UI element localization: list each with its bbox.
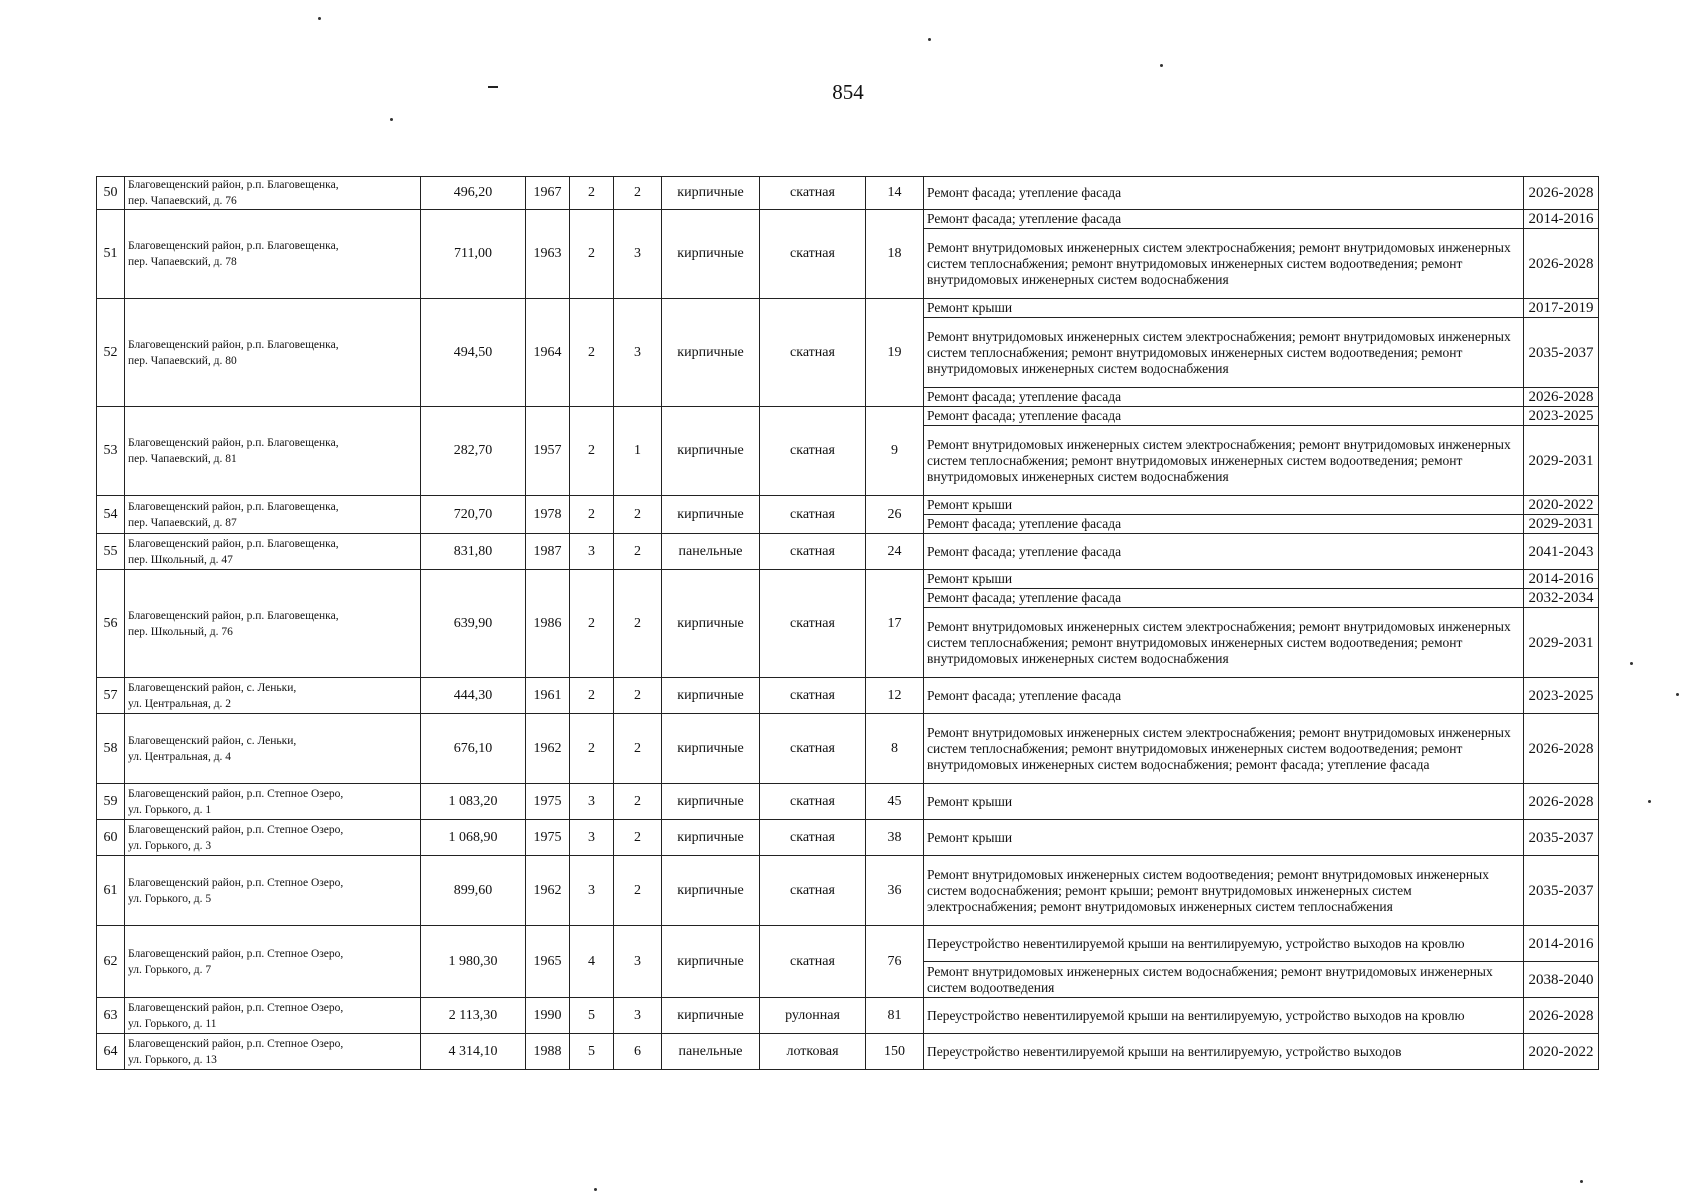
period-cell: 2014-2016 bbox=[1524, 210, 1599, 229]
address-cell bbox=[125, 496, 421, 534]
period-cell: 2029-2031 bbox=[1524, 608, 1599, 678]
year-cell: 1975 bbox=[526, 784, 570, 820]
address-line: Благовещенский район, р.п. Степное Озеро, bbox=[128, 1001, 344, 1014]
table-row bbox=[97, 177, 1599, 210]
year-cell: 1988 bbox=[526, 1034, 570, 1070]
period-cell: 2035-2037 bbox=[1524, 318, 1599, 388]
row-number: 62 bbox=[97, 926, 125, 998]
table-row bbox=[97, 678, 1599, 714]
table-row bbox=[97, 299, 1599, 318]
address-line: ул. Горького, д. 11 bbox=[128, 1017, 217, 1030]
floors-cell: 2 bbox=[570, 714, 614, 784]
wall-material-cell: кирпичные bbox=[662, 856, 760, 926]
address-line: Благовещенский район, р.п. Благовещенка, bbox=[128, 179, 339, 191]
area-cell: 4 314,10 bbox=[421, 1034, 526, 1070]
floors-cell: 2 bbox=[570, 407, 614, 496]
address-line: ул. Центральная, д. 2 bbox=[128, 697, 232, 710]
year-cell: 1987 bbox=[526, 534, 570, 570]
residents-cell: 19 bbox=[866, 299, 924, 407]
entrances-cell: 6 bbox=[614, 1034, 662, 1070]
entrances-cell: 2 bbox=[614, 496, 662, 534]
scan-speck bbox=[928, 38, 931, 41]
roof-type-cell: скатная bbox=[760, 856, 866, 926]
row-number: 50 bbox=[97, 177, 125, 210]
residents-cell: 150 bbox=[866, 1034, 924, 1070]
row-number: 63 bbox=[97, 998, 125, 1034]
area-cell: 720,70 bbox=[421, 496, 526, 534]
entrances-cell: 3 bbox=[614, 926, 662, 998]
address-line: ул. Горького, д. 3 bbox=[128, 839, 212, 852]
wall-material-cell: кирпичные bbox=[662, 210, 760, 299]
period-cell: 2029-2031 bbox=[1524, 426, 1599, 496]
year-cell: 1957 bbox=[526, 407, 570, 496]
floors-cell: 2 bbox=[570, 570, 614, 678]
address-line: ул. Горького, д. 13 bbox=[128, 1053, 217, 1066]
year-cell: 1978 bbox=[526, 496, 570, 534]
address-line: Благовещенский район, р.п. Благовещенка, bbox=[128, 437, 339, 449]
work-type-cell: Ремонт внутридомовых инженерных систем электроснабжения; ремонт внутридомовых инженерных систем теплоснабжения; ремонт внутридомовых инженерных систем водоотведения; ремонт внутридомовых инженерных систем водоснабжения bbox=[924, 426, 1524, 496]
year-cell: 1963 bbox=[526, 210, 570, 299]
work-type-cell: Ремонт фасада; утепление фасада bbox=[924, 515, 1524, 534]
period-cell: 2041-2043 bbox=[1524, 534, 1599, 570]
address-line: ул. Горького, д. 7 bbox=[128, 963, 212, 976]
floors-cell: 4 bbox=[570, 926, 614, 998]
year-cell: 1964 bbox=[526, 299, 570, 407]
address-line: Благовещенский район, с. Леньки, bbox=[128, 734, 297, 747]
year-cell: 1990 bbox=[526, 998, 570, 1034]
area-cell: 899,60 bbox=[421, 856, 526, 926]
period-cell: 2026-2028 bbox=[1524, 998, 1599, 1034]
address-cell bbox=[125, 210, 421, 299]
period-cell: 2026-2028 bbox=[1524, 714, 1599, 784]
address-line: пер. Чапаевский, д. 87 bbox=[128, 516, 237, 529]
work-type-cell: Переустройство невентилируемой крыши на вентилируемую, устройство выходов bbox=[924, 1034, 1524, 1070]
address-line: пер. Школьный, д. 47 bbox=[128, 553, 233, 566]
area-cell: 494,50 bbox=[421, 299, 526, 407]
work-type-cell: Ремонт фасада; утепление фасада bbox=[924, 407, 1524, 426]
floors-cell: 3 bbox=[570, 534, 614, 570]
area-cell: 1 068,90 bbox=[421, 820, 526, 856]
work-type-cell: Ремонт крыши bbox=[924, 496, 1524, 515]
address-line: Благовещенский район, р.п. Степное Озеро, bbox=[128, 823, 344, 836]
table-row bbox=[97, 496, 1599, 515]
address-cell bbox=[125, 856, 421, 926]
residents-cell: 38 bbox=[866, 820, 924, 856]
roof-type-cell: скатная bbox=[760, 299, 866, 407]
table-row bbox=[97, 926, 1599, 962]
table-row bbox=[97, 998, 1599, 1034]
work-type-cell: Ремонт внутридомовых инженерных систем электроснабжения; ремонт внутридомовых инженерных систем теплоснабжения; ремонт внутридомовых инженерных систем водоотведения; ремонт внутридомовых инженерных систем водоснабжения bbox=[924, 318, 1524, 388]
address-line: Благовещенский район, р.п. Степное Озеро, bbox=[128, 787, 344, 800]
address-line: пер. Школьный, д. 76 bbox=[128, 625, 233, 638]
address-line: Благовещенский район, р.п. Благовещенка, bbox=[128, 609, 339, 622]
wall-material-cell: кирпичные bbox=[662, 714, 760, 784]
work-type-cell: Ремонт фасада; утепление фасада bbox=[924, 388, 1524, 407]
row-number: 55 bbox=[97, 534, 125, 570]
area-cell: 1 083,20 bbox=[421, 784, 526, 820]
entrances-cell: 2 bbox=[614, 820, 662, 856]
address-line: пер. Чапаевский, д. 80 bbox=[128, 354, 237, 367]
floors-cell: 2 bbox=[570, 496, 614, 534]
roof-type-cell: скатная bbox=[760, 678, 866, 714]
roof-type-cell: скатная bbox=[760, 714, 866, 784]
address-cell bbox=[125, 534, 421, 570]
entrances-cell: 2 bbox=[614, 534, 662, 570]
work-type-cell: Переустройство невентилируемой крыши на вентилируемую, устройство выходов на кровлю bbox=[924, 998, 1524, 1034]
scan-speck bbox=[390, 118, 393, 121]
period-cell: 2020-2022 bbox=[1524, 496, 1599, 515]
period-cell: 2038-2040 bbox=[1524, 962, 1599, 998]
address-line: Благовещенский район, р.п. Степное Озеро, bbox=[128, 947, 344, 960]
floors-cell: 3 bbox=[570, 856, 614, 926]
work-type-cell: Ремонт крыши bbox=[924, 820, 1524, 856]
table-row bbox=[97, 856, 1599, 926]
address-line: Благовещенский район, р.п. Благовещенка, bbox=[128, 537, 339, 550]
residents-cell: 81 bbox=[866, 998, 924, 1034]
wall-material-cell: кирпичные bbox=[662, 998, 760, 1034]
period-cell: 2026-2028 bbox=[1524, 177, 1599, 210]
address-cell bbox=[125, 820, 421, 856]
work-type-cell: Ремонт фасада; утепление фасада bbox=[924, 534, 1524, 570]
address-line: Благовещенский район, с. Леньки, bbox=[128, 681, 297, 694]
period-cell: 2035-2037 bbox=[1524, 856, 1599, 926]
floors-cell: 2 bbox=[570, 678, 614, 714]
wall-material-cell: панельные bbox=[662, 534, 760, 570]
residents-cell: 14 bbox=[866, 177, 924, 210]
area-cell: 711,00 bbox=[421, 210, 526, 299]
floors-cell: 2 bbox=[570, 177, 614, 210]
residents-cell: 17 bbox=[866, 570, 924, 678]
area-cell: 282,70 bbox=[421, 407, 526, 496]
address-line: пер. Чапаевский, д. 76 bbox=[128, 195, 237, 207]
residents-cell: 18 bbox=[866, 210, 924, 299]
residents-cell: 24 bbox=[866, 534, 924, 570]
residents-cell: 76 bbox=[866, 926, 924, 998]
table-row bbox=[97, 1034, 1599, 1070]
work-type-cell: Ремонт крыши bbox=[924, 570, 1524, 589]
row-number: 52 bbox=[97, 299, 125, 407]
address-line: ул. Горького, д. 1 bbox=[128, 803, 212, 816]
address-cell bbox=[125, 1034, 421, 1070]
scan-speck bbox=[1648, 800, 1651, 803]
period-cell: 2035-2037 bbox=[1524, 820, 1599, 856]
year-cell: 1965 bbox=[526, 926, 570, 998]
wall-material-cell: кирпичные bbox=[662, 496, 760, 534]
roof-type-cell: скатная bbox=[760, 534, 866, 570]
roof-type-cell: скатная bbox=[760, 177, 866, 210]
period-cell: 2026-2028 bbox=[1524, 229, 1599, 299]
roof-type-cell: скатная bbox=[760, 570, 866, 678]
table-row bbox=[97, 570, 1599, 589]
area-cell: 2 113,30 bbox=[421, 998, 526, 1034]
period-cell: 2032-2034 bbox=[1524, 589, 1599, 608]
year-cell: 1967 bbox=[526, 177, 570, 210]
floors-cell: 2 bbox=[570, 210, 614, 299]
row-number: 61 bbox=[97, 856, 125, 926]
work-type-cell: Ремонт крыши bbox=[924, 784, 1524, 820]
address-cell bbox=[125, 299, 421, 407]
address-cell bbox=[125, 177, 421, 210]
entrances-cell: 2 bbox=[614, 570, 662, 678]
housing-repair-table bbox=[96, 176, 1599, 1070]
address-cell bbox=[125, 714, 421, 784]
entrances-cell: 3 bbox=[614, 210, 662, 299]
address-cell bbox=[125, 784, 421, 820]
work-type-cell: Ремонт внутридомовых инженерных систем электроснабжения; ремонт внутридомовых инженерных систем теплоснабжения; ремонт внутридомовых инженерных систем водоотведения; ремонт внутридомовых инженерных систем водоснабжения; ремонт фасада; утепление фасада bbox=[924, 714, 1524, 784]
year-cell: 1962 bbox=[526, 856, 570, 926]
address-cell bbox=[125, 926, 421, 998]
scan-speck bbox=[318, 17, 321, 20]
area-cell: 639,90 bbox=[421, 570, 526, 678]
work-type-cell: Ремонт фасада; утепление фасада bbox=[924, 678, 1524, 714]
address-cell bbox=[125, 570, 421, 678]
scan-speck bbox=[1580, 1180, 1583, 1183]
entrances-cell: 1 bbox=[614, 407, 662, 496]
row-number: 58 bbox=[97, 714, 125, 784]
floors-cell: 5 bbox=[570, 1034, 614, 1070]
work-type-cell: Ремонт фасада; утепление фасада bbox=[924, 589, 1524, 608]
period-cell: 2014-2016 bbox=[1524, 570, 1599, 589]
residents-cell: 26 bbox=[866, 496, 924, 534]
scan-speck bbox=[488, 86, 498, 88]
wall-material-cell: кирпичные bbox=[662, 299, 760, 407]
area-cell: 1 980,30 bbox=[421, 926, 526, 998]
period-cell: 2020-2022 bbox=[1524, 1034, 1599, 1070]
period-cell: 2026-2028 bbox=[1524, 388, 1599, 407]
roof-type-cell: скатная bbox=[760, 784, 866, 820]
work-type-cell: Ремонт внутридомовых инженерных систем электроснабжения; ремонт внутридомовых инженерных систем теплоснабжения; ремонт внутридомовых инженерных систем водоотведения; ремонт внутридомовых инженерных систем водоснабжения bbox=[924, 229, 1524, 299]
entrances-cell: 2 bbox=[614, 714, 662, 784]
entrances-cell: 3 bbox=[614, 998, 662, 1034]
row-number: 56 bbox=[97, 570, 125, 678]
entrances-cell: 2 bbox=[614, 856, 662, 926]
period-cell: 2017-2019 bbox=[1524, 299, 1599, 318]
year-cell: 1961 bbox=[526, 678, 570, 714]
area-cell: 676,10 bbox=[421, 714, 526, 784]
period-cell: 2023-2025 bbox=[1524, 678, 1599, 714]
area-cell: 496,20 bbox=[421, 177, 526, 210]
year-cell: 1986 bbox=[526, 570, 570, 678]
work-type-cell: Ремонт внутридомовых инженерных систем водоснабжения; ремонт внутридомовых инженерных систем водоотведения bbox=[924, 962, 1524, 998]
floors-cell: 2 bbox=[570, 299, 614, 407]
table-row bbox=[97, 784, 1599, 820]
row-number: 53 bbox=[97, 407, 125, 496]
work-type-cell: Ремонт крыши bbox=[924, 299, 1524, 318]
scan-speck bbox=[1160, 64, 1163, 67]
area-cell: 444,30 bbox=[421, 678, 526, 714]
entrances-cell: 3 bbox=[614, 299, 662, 407]
address-line: ул. Горького, д. 5 bbox=[128, 892, 212, 905]
entrances-cell: 2 bbox=[614, 177, 662, 210]
roof-type-cell: скатная bbox=[760, 820, 866, 856]
scan-speck bbox=[1630, 662, 1633, 665]
address-line: Благовещенский район, р.п. Благовещенка, bbox=[128, 500, 339, 513]
wall-material-cell: кирпичные bbox=[662, 784, 760, 820]
work-type-cell: Ремонт фасада; утепление фасада bbox=[924, 177, 1524, 210]
row-number: 60 bbox=[97, 820, 125, 856]
wall-material-cell: кирпичные bbox=[662, 570, 760, 678]
wall-material-cell: кирпичные bbox=[662, 177, 760, 210]
address-cell bbox=[125, 407, 421, 496]
scan-speck bbox=[594, 1188, 597, 1191]
entrances-cell: 2 bbox=[614, 678, 662, 714]
address-cell bbox=[125, 998, 421, 1034]
roof-type-cell: скатная bbox=[760, 496, 866, 534]
address-line: пер. Чапаевский, д. 78 bbox=[128, 256, 237, 268]
row-number: 51 bbox=[97, 210, 125, 299]
roof-type-cell: рулонная bbox=[760, 998, 866, 1034]
wall-material-cell: кирпичные bbox=[662, 407, 760, 496]
residents-cell: 8 bbox=[866, 714, 924, 784]
address-line: пер. Чапаевский, д. 81 bbox=[128, 453, 237, 465]
floors-cell: 3 bbox=[570, 784, 614, 820]
period-cell: 2029-2031 bbox=[1524, 515, 1599, 534]
page-number: 854 bbox=[832, 80, 864, 104]
table-row bbox=[97, 407, 1599, 426]
wall-material-cell: кирпичные bbox=[662, 820, 760, 856]
wall-material-cell: кирпичные bbox=[662, 678, 760, 714]
residents-cell: 36 bbox=[866, 856, 924, 926]
residents-cell: 12 bbox=[866, 678, 924, 714]
floors-cell: 5 bbox=[570, 998, 614, 1034]
floors-cell: 3 bbox=[570, 820, 614, 856]
roof-type-cell: скатная bbox=[760, 407, 866, 496]
row-number: 54 bbox=[97, 496, 125, 534]
residents-cell: 45 bbox=[866, 784, 924, 820]
area-cell: 831,80 bbox=[421, 534, 526, 570]
period-cell: 2014-2016 bbox=[1524, 926, 1599, 962]
roof-type-cell: скатная bbox=[760, 210, 866, 299]
scan-speck bbox=[1676, 693, 1679, 696]
row-number: 59 bbox=[97, 784, 125, 820]
work-type-cell: Ремонт фасада; утепление фасада bbox=[924, 210, 1524, 229]
address-line: Благовещенский район, р.п. Степное Озеро, bbox=[128, 1037, 344, 1050]
residents-cell: 9 bbox=[866, 407, 924, 496]
address-line: Благовещенский район, р.п. Благовещенка, bbox=[128, 240, 339, 252]
period-cell: 2026-2028 bbox=[1524, 784, 1599, 820]
wall-material-cell: панельные bbox=[662, 1034, 760, 1070]
address-cell bbox=[125, 678, 421, 714]
row-number: 64 bbox=[97, 1034, 125, 1070]
table-row bbox=[97, 714, 1599, 784]
period-cell: 2023-2025 bbox=[1524, 407, 1599, 426]
table-row bbox=[97, 534, 1599, 570]
wall-material-cell: кирпичные bbox=[662, 926, 760, 998]
year-cell: 1962 bbox=[526, 714, 570, 784]
address-line: ул. Центральная, д. 4 bbox=[128, 750, 232, 763]
address-line: Благовещенский район, р.п. Степное Озеро, bbox=[128, 876, 344, 889]
address-line: Благовещенский район, р.п. Благовещенка, bbox=[128, 338, 339, 351]
year-cell: 1975 bbox=[526, 820, 570, 856]
table-row bbox=[97, 210, 1599, 229]
row-number: 57 bbox=[97, 678, 125, 714]
work-type-cell: Переустройство невентилируемой крыши на вентилируемую, устройство выходов на кровлю bbox=[924, 926, 1524, 962]
work-type-cell: Ремонт внутридомовых инженерных систем водоотведения; ремонт внутридомовых инженерных систем водоснабжения; ремонт крыши; ремонт внутридомовых инженерных систем электроснабжения; ремонт внутридомовых инженерных систем теплоснабжения bbox=[924, 856, 1524, 926]
roof-type-cell: скатная bbox=[760, 926, 866, 998]
table-row bbox=[97, 820, 1599, 856]
entrances-cell: 2 bbox=[614, 784, 662, 820]
roof-type-cell: лотковая bbox=[760, 1034, 866, 1070]
work-type-cell: Ремонт внутридомовых инженерных систем электроснабжения; ремонт внутридомовых инженерных систем теплоснабжения; ремонт внутридомовых инженерных систем водоотведения; ремонт внутридомовых инженерных систем водоснабжения bbox=[924, 608, 1524, 678]
